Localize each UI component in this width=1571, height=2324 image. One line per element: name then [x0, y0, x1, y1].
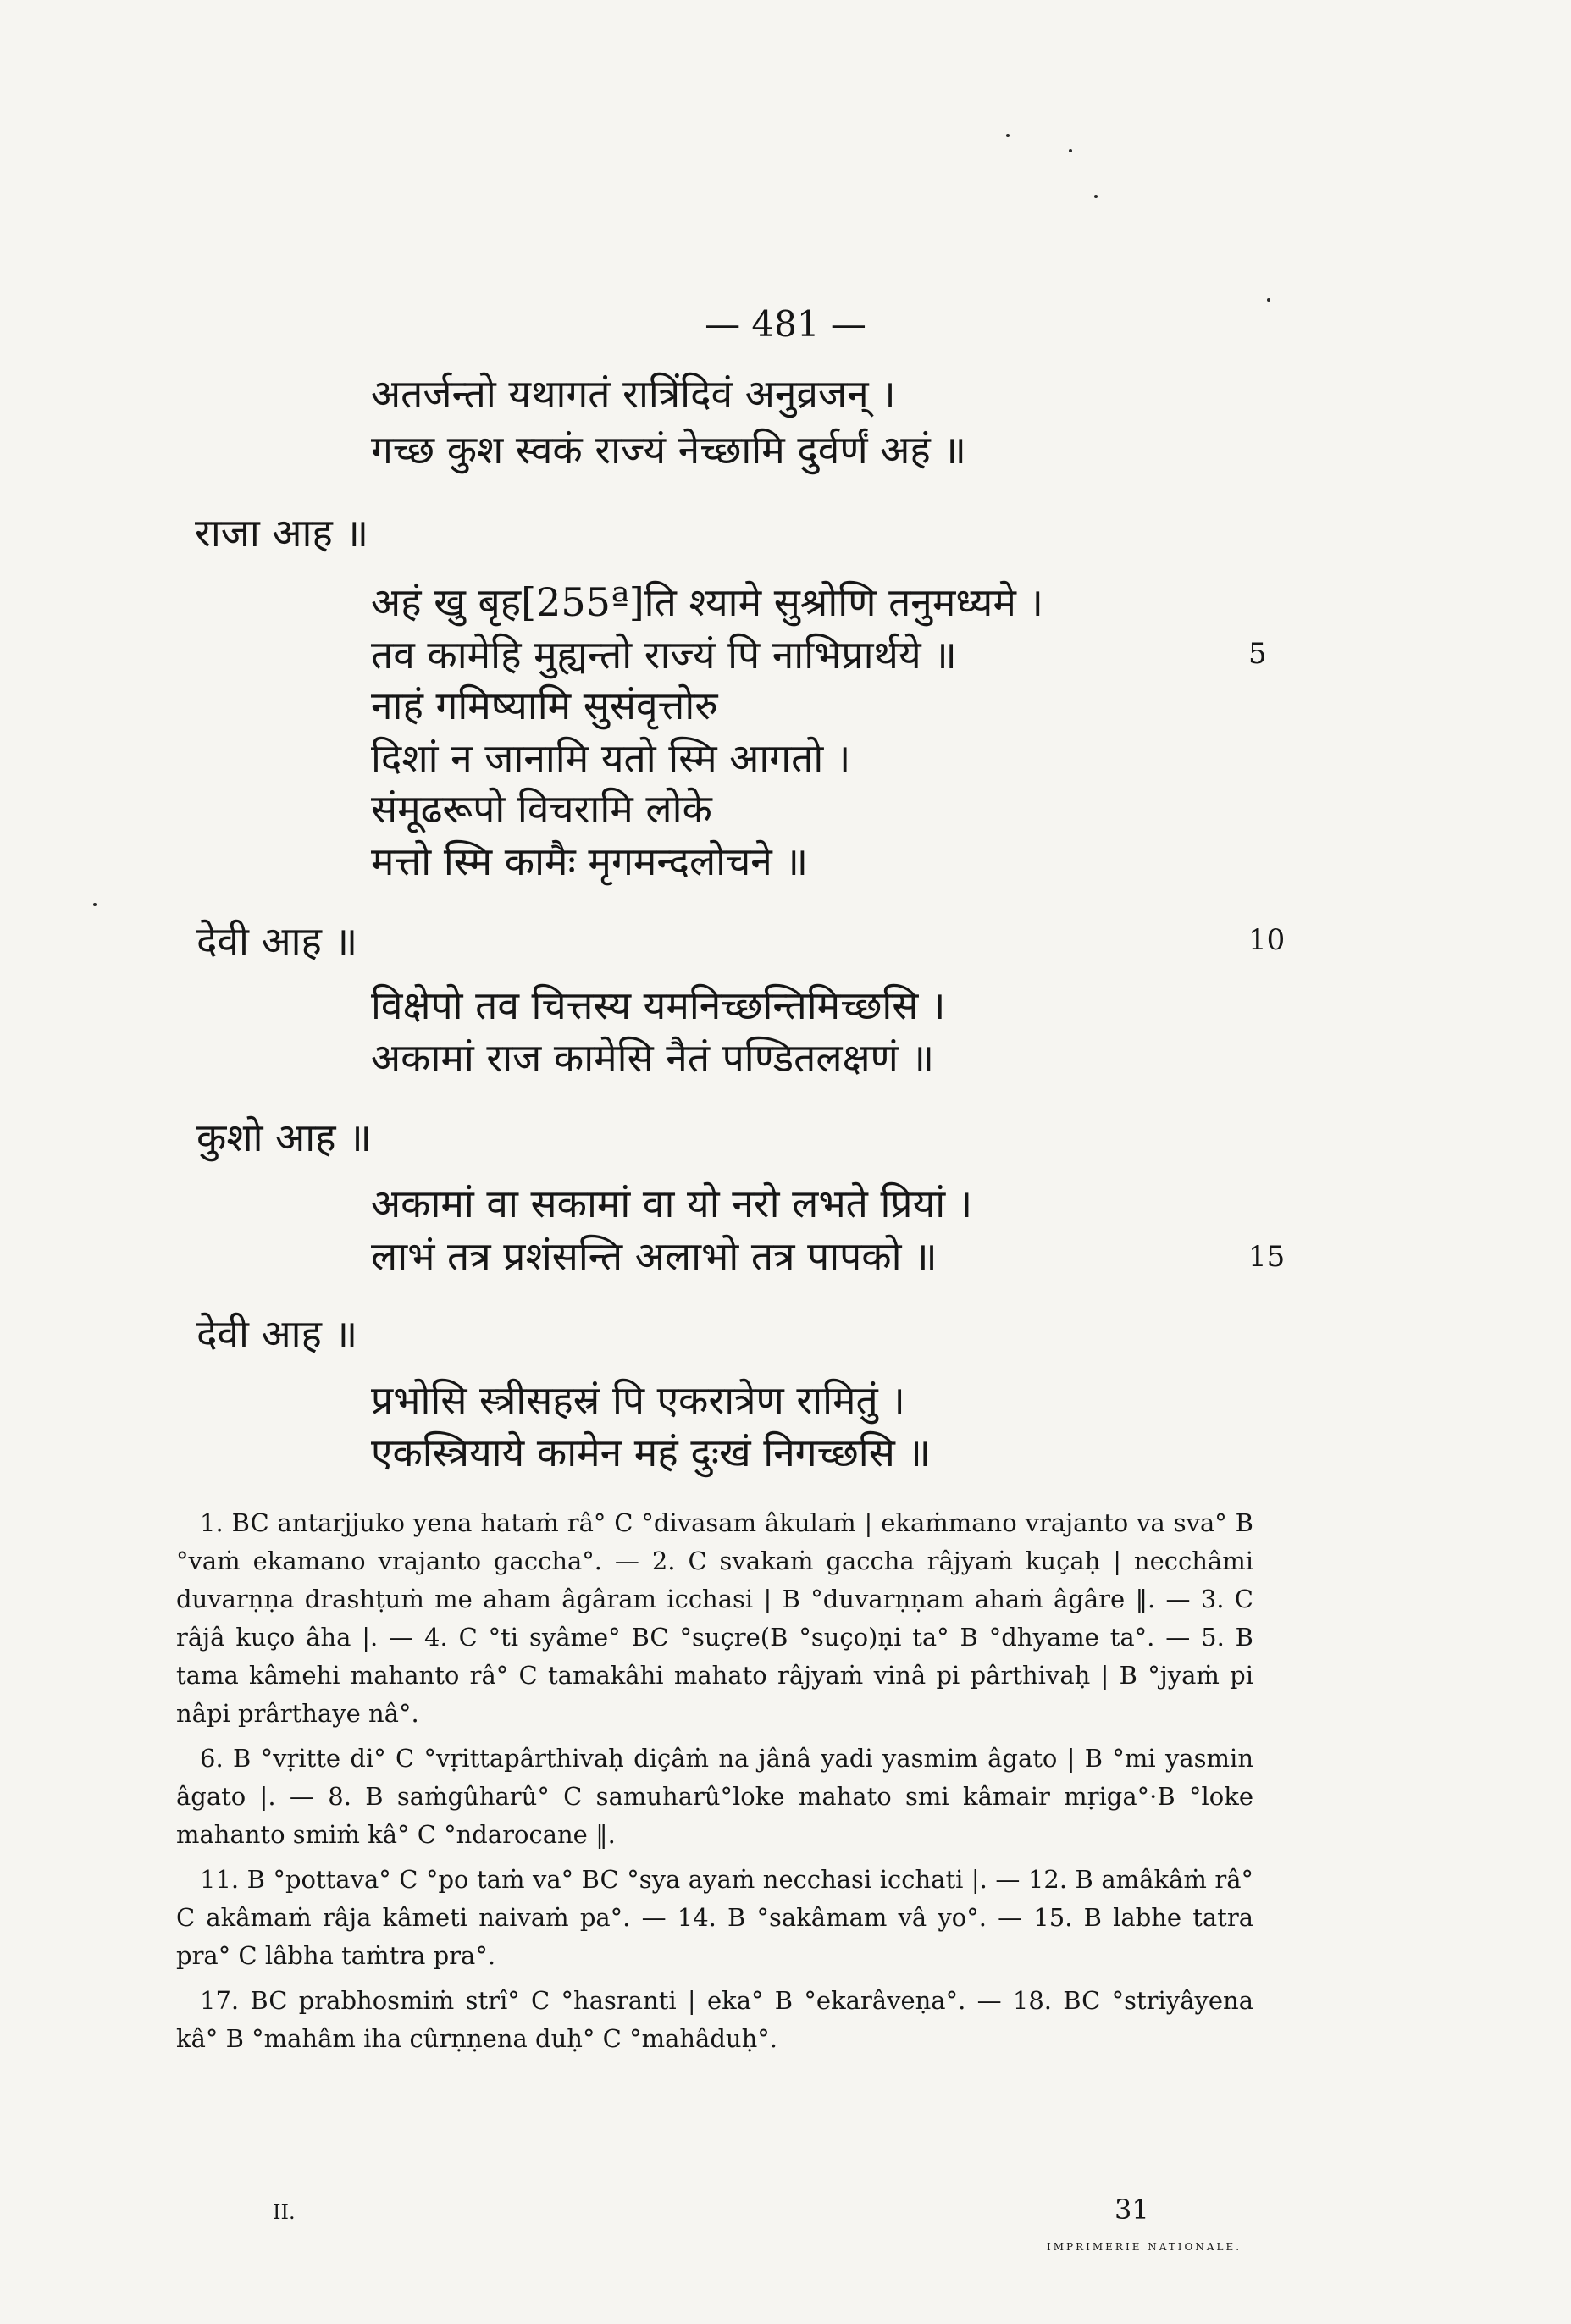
- verse-line: तव कामेहि मुह्यन्तो राज्यं पि नाभिप्रार्थये ॥: [371, 632, 957, 678]
- volume-marker: II.: [273, 2200, 296, 2224]
- verse-line: मत्तो स्मि कामैः मृगमन्दलोचने ॥: [371, 838, 809, 884]
- speaker-heading: कुशो आह ॥: [196, 1115, 372, 1160]
- verse-line: प्रभोसि स्त्रीसहस्रं पि एकरात्रेण रामितुं ।: [371, 1377, 905, 1423]
- verse-line: अकामां राज कामेसि नैतं पण्डितलक्षणं ॥: [371, 1035, 934, 1081]
- footnote: 11. B °pottava° C °po taṁ va° BC °sya ayaṁ necchasi icchati |. — 12. B amâkâṁ râ° C akâmaṁ râja kâmeti naivaṁ pa°. — 14. B °sakâmam vâ yo°. — 15. B labhe tatra pra° C lâbha taṁtra pra°.: [176, 1865, 1253, 1970]
- verse-line: अतर्जन्तो यथागतं रात्रिंदिवं अनुव्रजन् ।: [371, 371, 896, 417]
- speaker-heading: देवी आह ॥: [196, 918, 358, 964]
- speck: [93, 903, 97, 906]
- verse-line: एकस्त्रियाये कामेन महं दुःखं निगच्छसि ॥: [371, 1430, 931, 1475]
- speck: [1006, 134, 1010, 137]
- speck: [1069, 149, 1072, 152]
- verse-line: अहं खु बृह[255ª]ति श्यामे सुश्रोणि तनुमध्यमे ।: [371, 579, 1043, 625]
- line-number: 10: [1248, 923, 1286, 957]
- speaker-heading: देवी आह ॥: [196, 1311, 358, 1357]
- printer-imprint: IMPRIMERIE NATIONALE.: [1047, 2241, 1242, 2253]
- footnote: 6. B °vṛitte di° C °vṛittapârthivaḥ diçâṁ na jânâ yadi yasmim âgato | B °mi yasmin âgato |. — 8. B saṁgûharû° C samuharû°loke mahato smi kâmair mṛiga°·B °loke mahanto smiṁ kâ° C °ndarocane ‖.: [176, 1744, 1253, 1849]
- verse-line: गच्छ कुश स्वकं राज्यं नेच्छामि दुर्वर्णं अहं ॥: [371, 427, 966, 473]
- verse-line: विक्षेपो तव चित्तस्य यमनिच्छन्तिमिच्छसि ।: [371, 982, 946, 1028]
- speck: [1094, 195, 1098, 198]
- footnote: 1. BC antarjjuko yena hataṁ râ° C °divasam âkulaṁ | ekaṁmano vrajanto va sva° B °vaṁ ekamano vrajanto gaccha°. — 2. C svakaṁ gaccha râjyaṁ kuçaḥ | necchâmi duvarṇṇa drashṭuṁ me aham âgâram icchasi | B °duvarṇṇam ahaṁ âgâre ‖. — 3. C râjâ kuço âha |. — 4. C °ti syâme° BC °suçre(B °suço)ṇi ta° B °dhyame ta°. — 5. B tama kâmehi mahanto râ° C tamakâhi mahato râjyaṁ vinâ pi pârthivaḥ | B °jyaṁ pi nâpi prârthaye nâ°.: [176, 1508, 1253, 1728]
- line-number: 15: [1248, 1240, 1286, 1274]
- page-number: — 481 —: [705, 303, 866, 345]
- speck: [1267, 298, 1270, 302]
- verse-line: संमूढरूपो विचरामि लोके: [371, 786, 712, 832]
- verse-line: दिशां न जानामि यतो स्मि आगतो ।: [371, 735, 851, 781]
- verse-line: लाभं तत्र प्रशंसन्ति अलाभो तत्र पापको ॥: [371, 1233, 938, 1279]
- speaker-heading: राजा आह ॥: [195, 510, 369, 556]
- line-number: 5: [1248, 637, 1267, 671]
- footnote: 17. BC prabhosmiṁ strî° C °hasranti | eka° B °ekarâveṇa°. — 18. BC °striyâyena kâ° B °mahâm iha cûrṇṇena duḥ° C °mahâduḥ°.: [176, 1986, 1253, 2053]
- footnotes: [176, 1504, 1253, 2065]
- verse-line: अकामां वा सकामां वा यो नरो लभते प्रियां ।: [371, 1181, 973, 1226]
- verse-line: नाहं गमिष्यामि सुसंवृत्तोरु: [371, 683, 718, 728]
- signature-mark: 31: [1115, 2194, 1149, 2226]
